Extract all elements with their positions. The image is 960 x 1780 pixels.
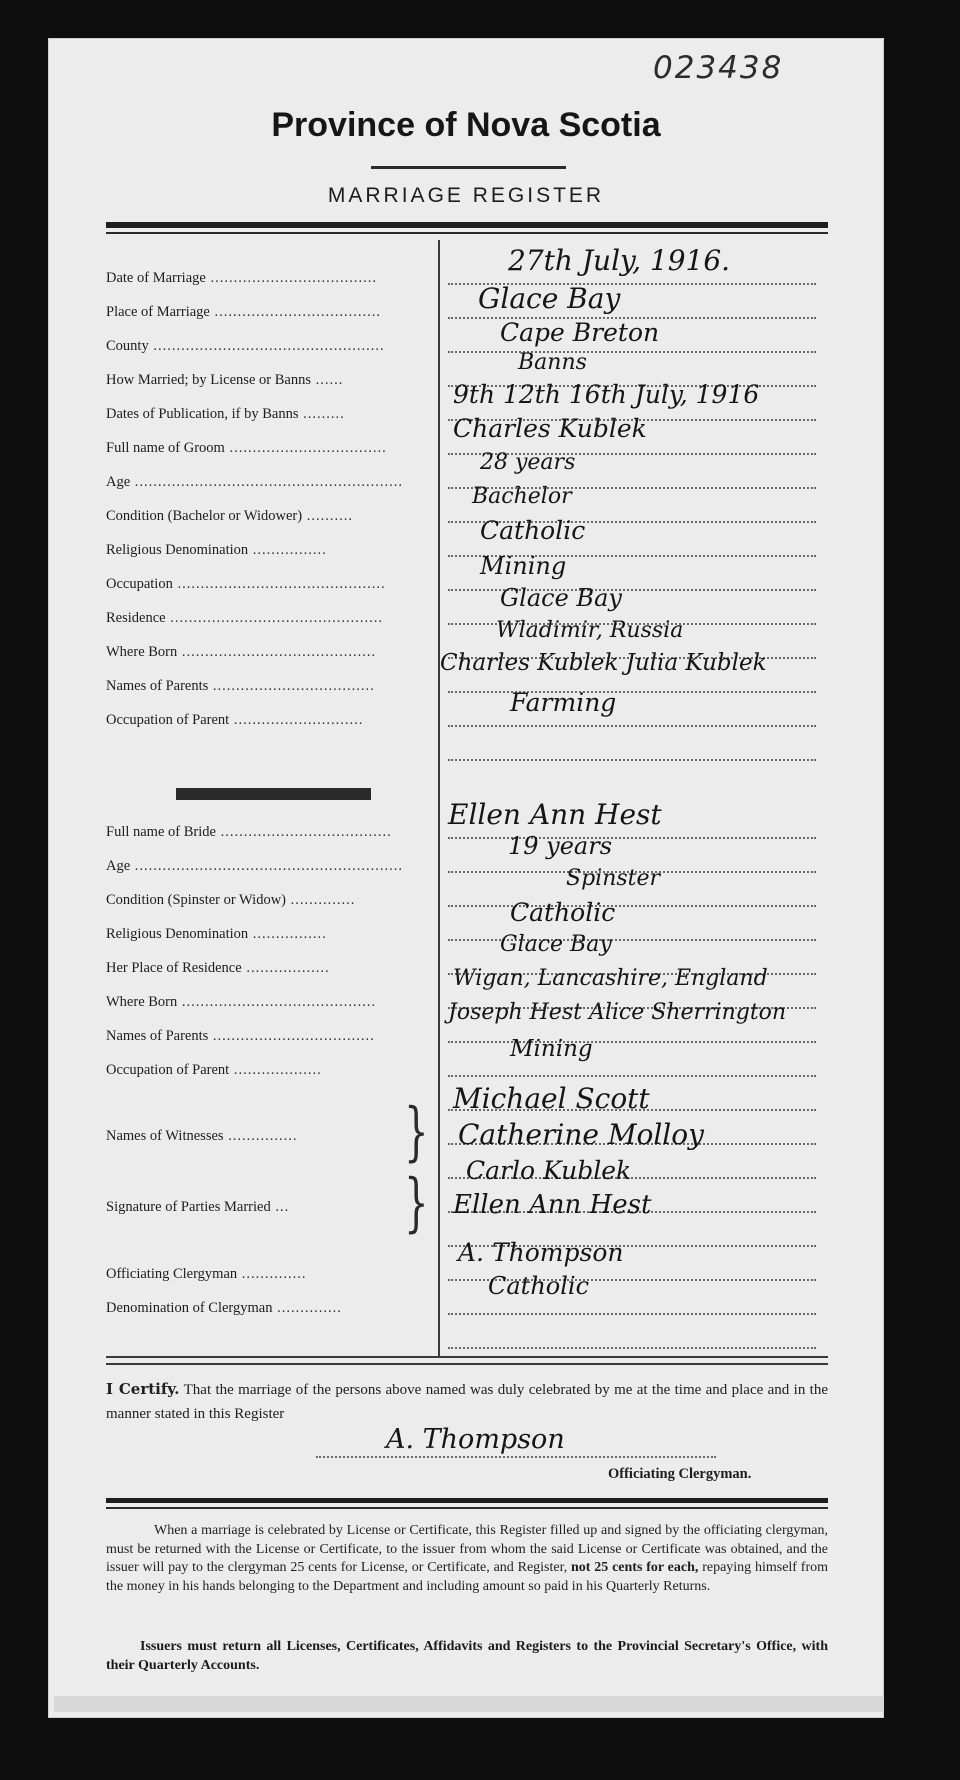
value-place-of-marriage: Glace Bay xyxy=(478,282,621,315)
value-groom-residence: Glace Bay xyxy=(500,584,622,612)
label-bride-residence: Her Place of Residence .................. xyxy=(106,960,330,976)
register-page xyxy=(48,38,884,1718)
value-groom-birthplace: Wladimir, Russia xyxy=(496,618,684,643)
value-witness-1: Michael Scott xyxy=(453,1082,650,1115)
label-how-married: How Married; by License or Banns ...... xyxy=(106,372,344,388)
certify-lead: I Certify. xyxy=(106,1380,180,1398)
answer-line xyxy=(448,759,816,761)
header-rule xyxy=(106,222,828,228)
value-bride-name: Ellen Ann Hest xyxy=(448,798,662,831)
value-county: Cape Breton xyxy=(500,318,660,347)
value-bride-parent-occupation: Mining xyxy=(510,1036,593,1062)
value-groom-parent-occupation: Farming xyxy=(510,688,617,717)
label-place-of-marriage: Place of Marriage .................................... xyxy=(106,304,381,320)
value-date-of-marriage: 27th July, 1916. xyxy=(508,244,731,277)
value-signature-bride: Ellen Ann Hest xyxy=(453,1190,652,1220)
label-groom-parent-occupation: Occupation of Parent ............................ xyxy=(106,712,364,728)
value-bride-birthplace: Wigan, Lancashire, England xyxy=(453,966,768,991)
label-dates-publication: Dates of Publication, if by Banns ......... xyxy=(106,406,345,422)
column-divider xyxy=(438,240,440,1358)
value-clergy-denomination: Catholic xyxy=(488,1272,590,1300)
value-groom-age: 28 years xyxy=(480,450,576,475)
label-bride-name: Full name of Bride ..................................... xyxy=(106,824,392,840)
value-bride-condition: Spinster xyxy=(566,866,661,891)
label-groom-birthplace: Where Born .......................................... xyxy=(106,644,377,660)
label-groom-occupation: Occupation ............................................. xyxy=(106,576,386,592)
value-groom-name: Charles Kublek xyxy=(453,414,647,443)
value-groom-religion: Catholic xyxy=(480,516,586,545)
label-signatures: Signature of Parties Married ... xyxy=(106,1199,290,1215)
label-date-of-marriage: Date of Marriage .................................... xyxy=(106,270,377,286)
value-bride-residence: Glace Bay xyxy=(500,932,612,957)
serial-number: 023438 xyxy=(653,50,784,86)
value-groom-parents: Charles Kublek Julia Kublek xyxy=(440,650,767,676)
answer-line xyxy=(448,725,816,727)
witness-brace: } xyxy=(404,1095,429,1169)
value-groom-condition: Bachelor xyxy=(472,484,572,509)
notice-rule-thin xyxy=(106,1507,828,1509)
answer-line xyxy=(448,1347,816,1349)
value-officiating-clergyman: A. Thompson xyxy=(458,1238,624,1267)
label-bride-parent-occupation: Occupation of Parent ................... xyxy=(106,1062,322,1078)
label-groom-religion: Religious Denomination ................ xyxy=(106,542,327,558)
label-bride-religion: Religious Denomination ................ xyxy=(106,926,327,942)
value-how-married: Banns xyxy=(518,350,587,375)
certify-text: That the marriage of the persons above named was duly celebrated by me at the time and place and in the manner stated in this Register xyxy=(106,1382,828,1422)
certify-statement xyxy=(106,1377,828,1426)
value-bride-age: 19 years xyxy=(508,832,613,860)
value-groom-occupation: Mining xyxy=(480,552,567,580)
section-divider-bar xyxy=(176,788,371,800)
page-subtitle: MARRIAGE REGISTER xyxy=(327,184,605,207)
certify-signature: A. Thompson xyxy=(386,1424,565,1455)
certify-rule xyxy=(106,1356,828,1358)
label-groom-parents: Names of Parents ................................... xyxy=(106,678,375,694)
label-bride-condition: Condition (Spinster or Widow) .............. xyxy=(106,892,356,908)
label-groom-residence: Residence .............................................. xyxy=(106,610,383,626)
label-groom-age: Age .......................................................... xyxy=(106,474,404,490)
value-signature-groom: Carlo Kublek xyxy=(466,1156,632,1185)
answer-line xyxy=(448,1313,816,1315)
page-title: Province of Nova Scotia xyxy=(271,106,661,144)
license-notice: When a marriage is celebrated by License or Certificate, this Register filled up and signed by the officiating clergyman, must be returned with the License or Certificate, to the issuer from whom the said License or Certificate was obtained, and the issuer will pay to the clergyman 25 cents for License, or Certificate, and Register, not 25 cents for each, repaying himself from the money in his hands belonging to the Department and including amount so paid in his Quarterly Returns. xyxy=(106,1523,828,1594)
label-groom-name: Full name of Groom .................................. xyxy=(106,440,387,456)
signature-line xyxy=(316,1456,716,1458)
title-underline xyxy=(371,166,566,169)
label-witnesses: Names of Witnesses ............... xyxy=(106,1128,298,1144)
label-groom-condition: Condition (Bachelor or Widower) .......... xyxy=(106,508,353,524)
value-bride-religion: Catholic xyxy=(510,898,616,927)
issuers-notice: Issuers must return all Licenses, Certificates, Affidavits and Registers to the Provincial Secretary's Office, with their Quarterly Accounts. xyxy=(106,1639,828,1673)
value-dates-publication: 9th 12th 16th July, 1916 xyxy=(453,380,760,409)
answer-line xyxy=(448,1075,816,1077)
value-bride-parents: Joseph Hest Alice Sherrington xyxy=(448,1000,787,1025)
label-bride-age: Age .......................................................... xyxy=(106,858,404,874)
signature-brace: } xyxy=(404,1166,429,1240)
label-county: County .................................................. xyxy=(106,338,385,354)
value-witness-2: Catherine Molloy xyxy=(458,1118,704,1151)
header-rule-thin xyxy=(106,232,828,234)
label-officiating-clergyman: Officiating Clergyman .............. xyxy=(106,1266,307,1282)
notice-rule xyxy=(106,1498,828,1503)
certify-rule-2 xyxy=(106,1363,828,1365)
certify-signature-title: Officiating Clergyman. xyxy=(608,1466,752,1482)
label-clergy-denomination: Denomination of Clergyman .............. xyxy=(106,1300,342,1316)
label-bride-birthplace: Where Born .......................................... xyxy=(106,994,377,1010)
page-edge xyxy=(54,1696,884,1712)
label-bride-parents: Names of Parents ................................... xyxy=(106,1028,375,1044)
